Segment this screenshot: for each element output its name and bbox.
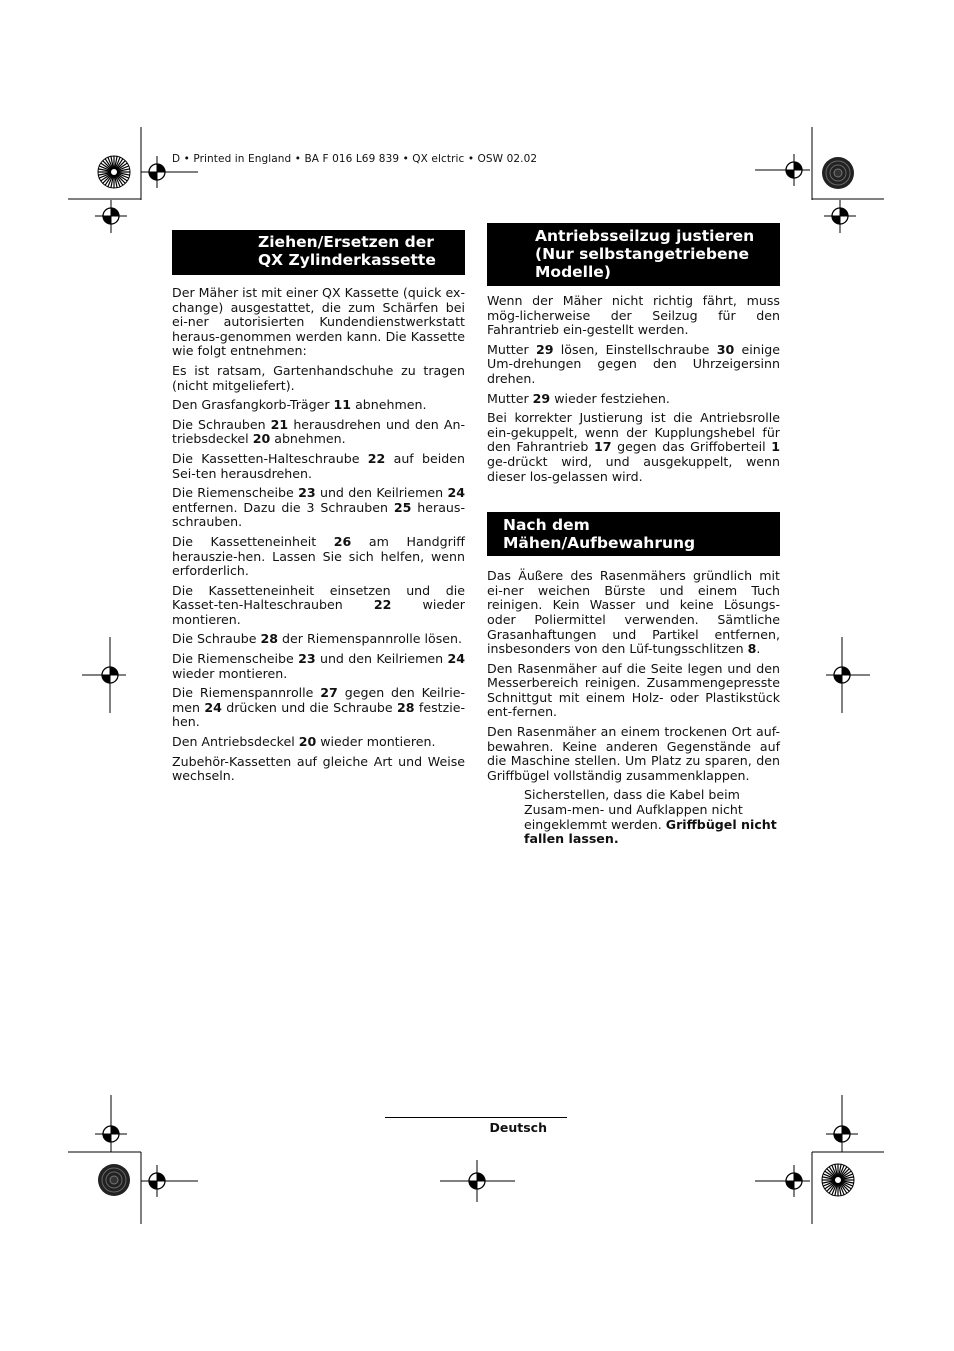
- paragraph: Die Schraube 28 der Riemenspannrolle lösen.: [172, 631, 463, 647]
- section-heading-storage: Nach dem Mähen/Aufbewahrung: [487, 512, 780, 556]
- paragraph: Bei korrekter Justierung ist die Antriebsrolle ein-gekuppelt, wenn der Kupplungshebel für den Fahrantrieb 17 gegen das Griffoberteil 1 ge-drückt wird, und ausgekuppelt, wenn dieser los-gelassen wird.: [487, 410, 780, 484]
- section-heading-cassette: Ziehen/Ersetzen der QX Zylinderkassette: [172, 230, 465, 275]
- paragraph: Wenn der Mäher nicht richtig fährt, muss mög-licherweise der Seilzug für den Fahrantrieb ein-gestellt werden.: [487, 293, 780, 338]
- paragraph: Die Riemenscheibe 23 und den Keilriemen 24 wieder montieren.: [172, 651, 466, 681]
- paragraph: Es ist ratsam, Gartenhandschuhe zu tragen (nicht mitgeliefert).: [172, 362, 465, 393]
- paragraph: Die Riemenspannrolle 27 gegen den Keilrie-men 24 drücken und die Schraube 28 festzie-hen.: [172, 685, 465, 730]
- paragraph: Den Antriebsdeckel 20 wieder montieren.: [172, 734, 436, 750]
- paragraph: Den Rasenmäher auf die Seite legen und den Messerbereich reinigen. Zusammengepresste Schnittgut mit einem Holz- oder Plastikstück ent-fernen.: [487, 660, 780, 720]
- paragraph: Die Kassetteneinheit einsetzen und die Kasset-ten-Halteschrauben 22 wieder montieren.: [172, 582, 465, 627]
- paragraph: Den Grasfangkorb-Träger 11 abnehmen.: [172, 397, 427, 413]
- footer-language: Deutsch: [489, 1120, 547, 1135]
- print-info-header: D • Printed in England • BA F 016 L69 839 • QX elctric • OSW 02.02: [172, 153, 538, 165]
- paragraph: Den Rasenmäher an einem trockenen Ort auf-bewahren. Keine anderen Gegenstände auf die Maschine stellen. Um Platz zu sparen, den Griffbügel vollständig zusammenklappen.: [487, 724, 780, 783]
- paragraph: Zubehör-Kassetten auf gleiche Art und Weise wechseln.: [172, 753, 465, 784]
- paragraph: Die Kassetteneinheit 26 am Handgriff herauszie-hen. Lassen Sie sich helfen, wenn erforderlich.: [172, 533, 465, 579]
- paragraph: Der Mäher ist mit einer QX Kassette (quick ex-change) ausgestattet, die zum Schärfen bei ei-ner autorisierten Kundendienstwerkstatt heraus-genommen werden kann. Die Kassette wie folgt entnehmen:: [172, 285, 465, 359]
- paragraph: Die Schrauben 21 herausdrehen und den An-triebsdeckel 20 abnehmen.: [172, 416, 465, 447]
- paragraph: Das Äußere des Rasenmähers gründlich mit ei-ner weichen Bürste und einem Tuch reinigen. Kein Wasser und keine Lösungs- oder Poliermittel verwenden. Sämtliche Grasanhaftungen und Partikel entfernen, insbesonders von den Lüf-tungsschlitzen 8.: [487, 568, 780, 657]
- paragraph: Mutter 29 lösen, Einstellschraube 30 einige Um-drehungen gegen den Uhrzeigersinn drehen.: [487, 341, 780, 386]
- paragraph: Die Kassetten-Halteschraube 22 auf beiden Sei-ten herausdrehen.: [172, 450, 466, 481]
- section-heading-cable-adjust: Antriebsseilzug justieren (Nur selbstangetriebene Modelle): [487, 223, 780, 286]
- safety-note: Sicherstellen, dass die Kabel beim Zusam-men- und Aufklappen nicht eingeklemmt werden. Griffbügel nicht fallen lassen.: [524, 787, 777, 847]
- paragraph: Die Riemenscheibe 23 und den Keilriemen 24 entfernen. Dazu die 3 Schrauben 25 heraus-schrauben.: [172, 485, 466, 530]
- paragraph: Mutter 29 wieder festziehen.: [487, 390, 670, 406]
